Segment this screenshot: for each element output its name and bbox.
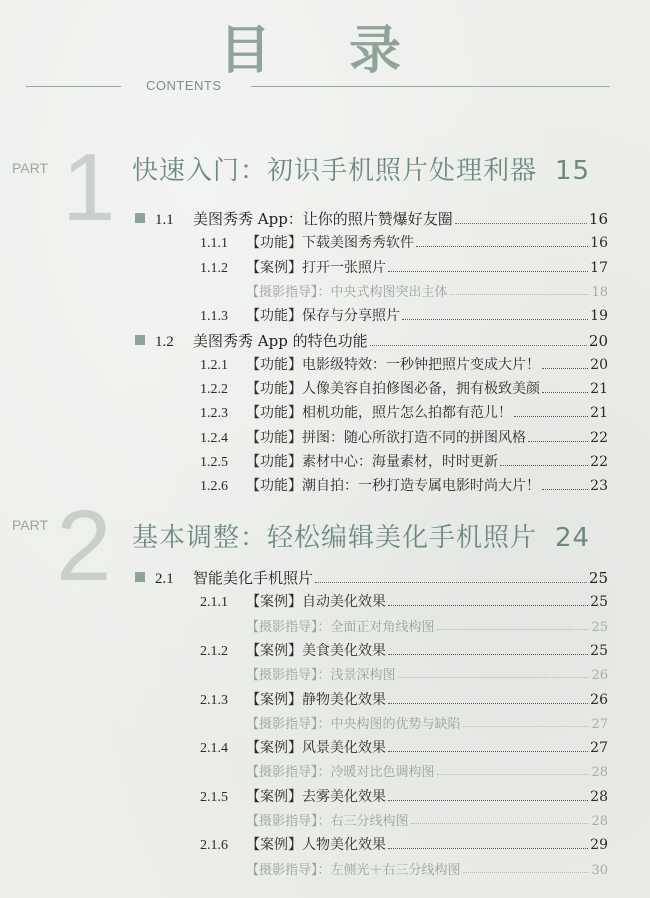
entry-title: 【功能】保存与分享照片: [246, 308, 400, 325]
toc-entry-row[interactable]: [200, 591, 608, 611]
section-bullet-icon: [135, 213, 145, 223]
divider-right: [251, 86, 610, 87]
entry-number: 2.1.4: [200, 741, 228, 757]
leader-dots: [450, 293, 590, 295]
entry-number: 1.2.1: [200, 357, 228, 373]
part-1-page: 15: [555, 156, 591, 186]
entry-title: 【案例】自动美化效果: [246, 594, 386, 611]
entry-page-number: 28: [591, 765, 608, 781]
entry-page-number: 26: [590, 691, 608, 708]
part-2-page: 24: [555, 523, 591, 553]
entry-title: 【功能】人像美容自拍修图必备，拥有极致美颜: [246, 381, 540, 398]
entry-page-number: 18: [591, 284, 608, 300]
leader-dots: [398, 676, 590, 678]
toc-tip-row[interactable]: [246, 761, 608, 780]
leader-dots: [388, 847, 588, 849]
entry-title: 【案例】静物美化效果: [246, 691, 386, 708]
entry-number: 2.1.6: [200, 838, 228, 854]
entry-page-number: 27: [591, 716, 608, 732]
entry-number: 1.2.2: [200, 382, 228, 398]
entry-number: 2.1.3: [200, 692, 228, 708]
entry-page-number: 16: [588, 210, 608, 228]
entry-title: 【摄影指导】：中央式构图突出主体: [246, 284, 448, 300]
toc-entry-row[interactable]: [200, 834, 608, 854]
part-1-title: [132, 150, 590, 187]
entry-page-number: 21: [590, 405, 608, 422]
leader-dots: [528, 440, 588, 442]
toc-section-row[interactable]: [135, 208, 608, 229]
toc-entry-row[interactable]: [200, 689, 608, 709]
contents-label: CONTENTS: [146, 78, 222, 93]
entry-page-number: 16: [590, 235, 608, 252]
part-2-title: [132, 517, 590, 554]
leader-dots: [542, 391, 588, 393]
entry-number: 2.1: [155, 571, 174, 587]
leader-dots: [388, 604, 588, 606]
entry-page-number: 23: [590, 478, 608, 495]
leader-dots: [455, 222, 587, 224]
toc-entry-row[interactable]: [200, 475, 608, 495]
toc-entry-row[interactable]: [200, 378, 608, 398]
entry-title: 【摄影指导】：中央构图的优势与缺陷: [246, 716, 461, 732]
leader-dots: [388, 750, 588, 752]
entry-page-number: 29: [590, 837, 608, 854]
toc-entry-row[interactable]: [200, 737, 608, 757]
entry-title: 【案例】打开一张照片: [246, 259, 386, 276]
entry-number: 1.2.6: [200, 479, 228, 495]
contents-header: [26, 76, 610, 96]
entry-number: 1.1.1: [200, 236, 228, 252]
leader-dots: [463, 725, 590, 727]
part-2-title-text: 基本调整：轻松编辑美化手机照片: [132, 523, 538, 553]
entry-page-number: 28: [591, 814, 608, 829]
toc-entry-row[interactable]: [200, 305, 608, 325]
part-1-title-text: 快速入门：初识手机照片处理利器: [132, 156, 538, 186]
entry-page-number: 20: [588, 331, 608, 350]
leader-dots: [416, 245, 588, 247]
entry-page-number: 30: [591, 862, 608, 878]
leader-dots: [411, 822, 590, 824]
entry-number: 2.1.1: [200, 595, 228, 611]
entry-title: 【摄影指导】：全面正对角线构图: [246, 619, 435, 635]
toc-tip-row[interactable]: [246, 713, 608, 732]
leader-dots: [315, 581, 587, 583]
leader-dots: [437, 628, 590, 630]
toc-entry-row[interactable]: [200, 257, 608, 277]
entry-title: 【案例】风景美化效果: [246, 740, 386, 757]
entry-number: 1.2.5: [200, 455, 228, 470]
entry-page-number: 28: [590, 788, 608, 805]
entry-title: 【摄影指导】：左侧光＋右三分线构图: [246, 862, 461, 878]
toc-entry-row[interactable]: [200, 354, 608, 374]
entry-page-number: 25: [591, 619, 608, 635]
entry-title: 【功能】拼图：随心所欲打造不同的拼图风格: [246, 429, 526, 446]
leader-dots: [514, 415, 588, 417]
entry-page-number: 25: [590, 594, 608, 611]
entry-page-number: 22: [590, 454, 608, 470]
section-bullet-icon: [135, 335, 145, 345]
entry-title: 【摄影指导】：浅景深构图: [246, 668, 396, 684]
part-1-label: PART: [12, 160, 49, 176]
entry-number: 1.1: [155, 212, 174, 228]
entry-title: 【摄影指导】：冷暖对比色调构图: [246, 765, 435, 781]
entry-title: 【功能】潮自拍：一秒打造专属电影时尚大片！: [246, 478, 540, 495]
leader-dots: [437, 773, 590, 775]
entry-page-number: 19: [590, 308, 608, 325]
section-bullet-icon: [135, 572, 145, 582]
toc-tip-row[interactable]: [246, 810, 608, 829]
toc-tip-row[interactable]: [246, 664, 608, 683]
toc-entry-row[interactable]: [200, 232, 608, 252]
entry-title: 【功能】下载美图秀秀软件: [246, 235, 414, 252]
entry-number: 1.1.3: [200, 309, 228, 325]
entry-title: 【功能】相机功能，照片怎么拍都有范儿！: [246, 405, 512, 422]
entry-page-number: 22: [590, 429, 608, 446]
entry-number: 1.2.4: [200, 430, 228, 446]
entry-title: 【案例】人物美化效果: [246, 837, 386, 854]
entry-title: 美图秀秀 App：让你的照片赞爆好友圈: [193, 210, 453, 228]
entry-page-number: 27: [590, 740, 608, 757]
toc-section-row[interactable]: [135, 330, 608, 351]
entry-title: 【案例】美食美化效果: [246, 642, 386, 659]
entry-page-number: 25: [588, 569, 608, 587]
leader-dots: [388, 653, 588, 655]
toc-entry-row[interactable]: [200, 451, 608, 471]
leader-dots: [542, 488, 588, 490]
toc-tip-row[interactable]: [246, 281, 608, 300]
entry-title: 【案例】去雾美化效果: [246, 788, 386, 805]
entry-number: 2.1.2: [200, 643, 228, 659]
toc-tip-row[interactable]: [246, 616, 608, 635]
leader-dots: [463, 871, 590, 873]
entry-page-number: 26: [591, 668, 608, 684]
entry-number: 1.1.2: [200, 260, 228, 276]
leader-dots: [388, 702, 588, 704]
leader-dots: [370, 344, 587, 346]
toc-entry-row[interactable]: [200, 402, 608, 422]
entry-number: 1.2.3: [200, 406, 228, 422]
divider-left: [26, 86, 121, 87]
entry-number: 2.1.5: [200, 789, 228, 805]
entry-number: 1.2: [155, 333, 174, 350]
page-title: 目 录: [218, 21, 432, 81]
entry-title: 智能美化手机照片: [193, 569, 314, 587]
leader-dots: [500, 464, 588, 466]
part-2-label: PART: [12, 517, 49, 533]
toc-section-row[interactable]: [135, 567, 608, 588]
entry-title: 美图秀秀 App 的特色功能: [193, 331, 368, 350]
part-2-number: 2: [56, 490, 112, 602]
entry-title: 【摄影指导】：右三分线构图: [246, 814, 409, 829]
leader-dots: [402, 318, 588, 320]
entry-page-number: 20: [590, 356, 608, 373]
toc-tip-row[interactable]: [246, 859, 608, 878]
entry-page-number: 21: [590, 381, 608, 398]
leader-dots: [542, 367, 588, 369]
toc-entry-row[interactable]: [200, 640, 608, 660]
leader-dots: [388, 270, 588, 272]
toc-entry-row[interactable]: [200, 786, 608, 806]
entry-page-number: 25: [590, 642, 608, 659]
leader-dots: [388, 799, 588, 801]
entry-page-number: 17: [590, 259, 608, 276]
entry-title: 【功能】电影级特效：一秒钟把照片变成大片！: [246, 356, 540, 373]
part-1-number: 1: [62, 134, 116, 241]
entry-title: 【功能】素材中心：海量素材，时时更新: [246, 454, 498, 470]
toc-entry-row[interactable]: [200, 427, 608, 447]
